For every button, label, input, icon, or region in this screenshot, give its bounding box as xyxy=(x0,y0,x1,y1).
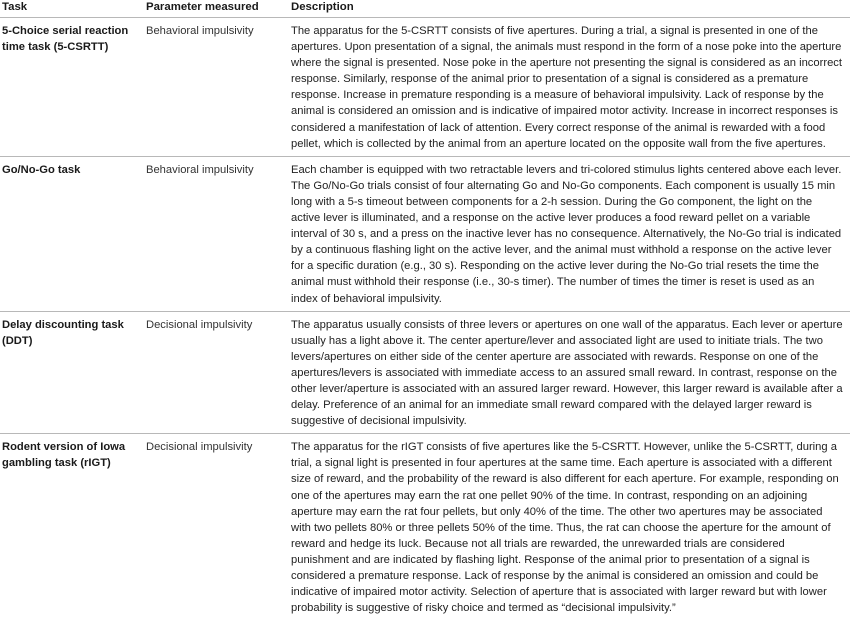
table-row xyxy=(0,18,850,157)
table-row xyxy=(0,311,850,434)
task-name: 5-Choice serial reaction time task (5-CSRTT) xyxy=(0,18,144,157)
table-row xyxy=(0,156,850,311)
task-name: Delay discounting task (DDT) xyxy=(0,311,144,434)
task-description: The apparatus for the 5-CSRTT consists of five apertures. During a trial, a signal is presented in one of the apertures. Upon presentation of a signal, the animals must respond in the form of a nose poke into the aperture where the signal is presented. Nose poke in the aperture not presenting the signal is considered as an incorrect response. Similarly, response of the animal prior to presentation of a signal is considered as a premature response. Increase in premature responding is a measure of behavioral impulsivity. Lack of response by the animal is considered an omission and is indicative of impaired motor activity. Increase in incorrect responses is considered a manifestation of lack of attention. Every correct response of the animal is rewarded with a food pellet, which is collected by the animal from an aperture located on the opposite wall from the five apertures. xyxy=(289,18,850,157)
parameter-measured: Decisional impulsivity xyxy=(144,311,289,434)
parameter-measured: Behavioral impulsivity xyxy=(144,156,289,311)
table-header-row xyxy=(0,0,850,18)
table-row xyxy=(0,434,850,620)
task-name: Rodent version of Iowa gambling task (rIGT) xyxy=(2,441,126,470)
header-task: Task xyxy=(0,0,144,18)
header-parameter: Parameter measured xyxy=(144,0,289,18)
task-name: Go/No-Go task xyxy=(0,156,144,311)
parameter-measured: Decisional impulsivity xyxy=(146,441,253,454)
parameter-measured: Behavioral impulsivity xyxy=(144,18,289,157)
task-description: Each chamber is equipped with two retractable levers and tri-colored stimulus lights centered above each lever. The Go/No-Go trials consist of four alternating Go and No-Go components. Each component is usually 15 min long with a 5-s timeout between components for a 2-h session. During the Go component, the light on the active lever is illuminated, and a response on the active lever produces a food reward pellet on a variable interval of 30 s, and a press on the inactive lever has no consequence. Alternatively, the No-Go trial is indicated by a continuous flashing light on the active lever, and the animal must withhold a response on the active lever for a specific duration (e.g., 30 s). Responding on the active lever during the No-Go trial resets the time the animal must withhold their response (i.e., 30-s timer). The number of times the timer is reset is used as an index of behavioral impulsivity. xyxy=(289,156,850,311)
task-description: The apparatus for the rIGT consists of five apertures like the 5-CSRTT. However, unlike the 5-CSRTT, during a trial, a signal light is presented in four apertures at the same time. Each aperture is associated with a different size of reward, and the probability of the reward is also different for each aperture. For example, responding on one of the apertures may earn the rat one pellet 90% of the time. In contrast, responding on an adjoining aperture may earn the rat four pellets, but only 40% of the time. The other two apertures may be associated with two pellets 80% or three pellets 50% of the time. Thus, the rat can choose the aperture for the amount of reward and hedge its luck. Because not all trials are rewarded, the unrewarded trials are considered punishment and are indicated by flashing light. Response of the animal prior to presentation of a signal is considered a premature response. Lack of response by the animal is considered an omission and could be indicative of impaired motor activity. Selection of aperture that is associated with larger reward but with lower probability is suggestive of risky choice and termed as “decisional impulsivity.” xyxy=(291,441,839,615)
task-description: The apparatus usually consists of three levers or apertures on one wall of the apparatus. Each lever or aperture usually has a light above it. The center aperture/lever and associated light are used to initiate trials. The two levers/apertures on either side of the center aperture are associated with rewards. Response on one of the apertures/levers is associated with immediate access to an assured small reward. In contrast, response on the other lever/aperture is associated with an assured larger reward. However, this larger reward is available after a delay. Preference of an animal for an immediate small reward compared with the delayed larger reward is suggestive of decisional impulsivity. xyxy=(289,311,850,434)
header-description: Description xyxy=(289,0,850,18)
